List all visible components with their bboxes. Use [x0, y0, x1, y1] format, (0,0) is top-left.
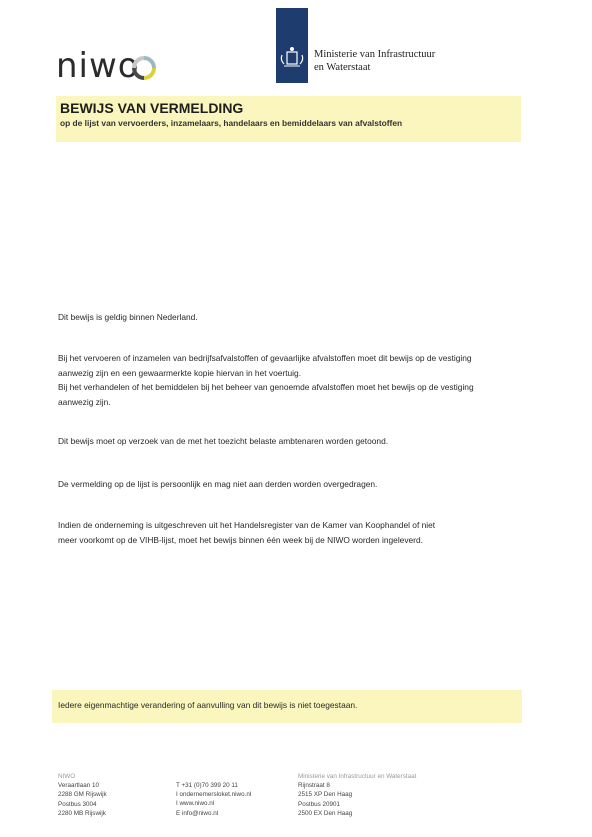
footer-ministry-address	[298, 772, 416, 818]
footer-heading: NIWO	[58, 773, 76, 780]
paragraph-transport-rules	[58, 351, 528, 409]
ministry-emblem	[276, 8, 308, 83]
ministry-name-line2: en Waterstaat	[314, 62, 371, 73]
footer-line: 2288 GM Rijswijk	[58, 791, 107, 799]
paragraph-line: meer voorkomt op de VIHB-lijst, moet het bewijs binnen één week bij de NIWO worden ingeleverd.	[58, 534, 423, 545]
footer-heading: Ministerie van Infrastructuur en Waterstaat	[298, 773, 417, 780]
footer-line: 2500 EX Den Haag	[298, 809, 353, 817]
document-subtitle: op de lijst van vervoerders, inzamelaars, handelaars en bemiddelaars van afvalstoffen	[60, 118, 403, 128]
notice-text: Iedere eigenmachtige verandering of aanvulling van dit bewijs is niet toegestaan.	[58, 700, 358, 710]
coat-of-arms-icon	[276, 8, 308, 83]
footer-email: E info@niwo.nl	[176, 809, 219, 817]
footer-phone: T +31 (0)70 399 20 11	[176, 782, 238, 789]
paragraph-line: Indien de onderneming is uitgeschreven uit het Handelsregister van de Kamer van Koophandel of niet	[58, 520, 436, 530]
paragraph-line: aanwezig zijn en een gewaarmerkte kopie hiervan in het voertuig.	[58, 367, 302, 378]
title-box	[56, 96, 521, 142]
footer-line: Veraartlaan 10	[58, 782, 99, 790]
paragraph-deregistration	[58, 518, 528, 547]
ministry-name-line1: Ministerie van Infrastructuur	[314, 49, 436, 60]
niwo-logo	[56, 48, 166, 88]
footer-line: 2515 XP Den Haag	[298, 791, 353, 799]
footer-line: 2280 MB Rijswijk	[58, 809, 106, 817]
document-title: BEWIJS VAN VERMELDING	[60, 100, 244, 116]
paragraph-validity: Dit bewijs is geldig binnen Nederland.	[58, 312, 198, 322]
footer-link: I ondernemersloket.niwo.nl	[176, 791, 252, 799]
paragraph-personal: De vermelding op de lijst is persoonlijk en mag niet aan derden worden overgedragen.	[58, 479, 378, 489]
paragraph-show-on-request: Dit bewijs moet op verzoek van de met het toezicht belaste ambtenaren worden getoond.	[58, 436, 389, 446]
ministry-name	[314, 48, 435, 74]
paragraph-line: Bij het vervoeren of inzamelen van bedrijfsafvalstoffen of gevaarlijke afvalstoffen moet dit bewijs op de vestiging	[58, 353, 472, 363]
footer-link: I www.niwo.nl	[176, 800, 215, 808]
footer-line: Postbus 3004	[58, 800, 97, 808]
niwo-logo-text: niwo	[56, 46, 140, 86]
footer-niwo-address	[58, 772, 107, 818]
footer-line: Rijnstraat 8	[298, 782, 330, 790]
paragraph-line: aanwezig zijn.	[58, 396, 111, 407]
notice-box	[52, 690, 522, 723]
niwo-logo-ring-icon	[132, 56, 156, 80]
footer-contact	[176, 781, 251, 818]
paragraph-line: Bij het verhandelen of het bemiddelen bij het beheer van genoemde afvalstoffen moet het bewijs op de vestiging	[58, 382, 474, 392]
footer-line: Postbus 20901	[298, 800, 341, 808]
